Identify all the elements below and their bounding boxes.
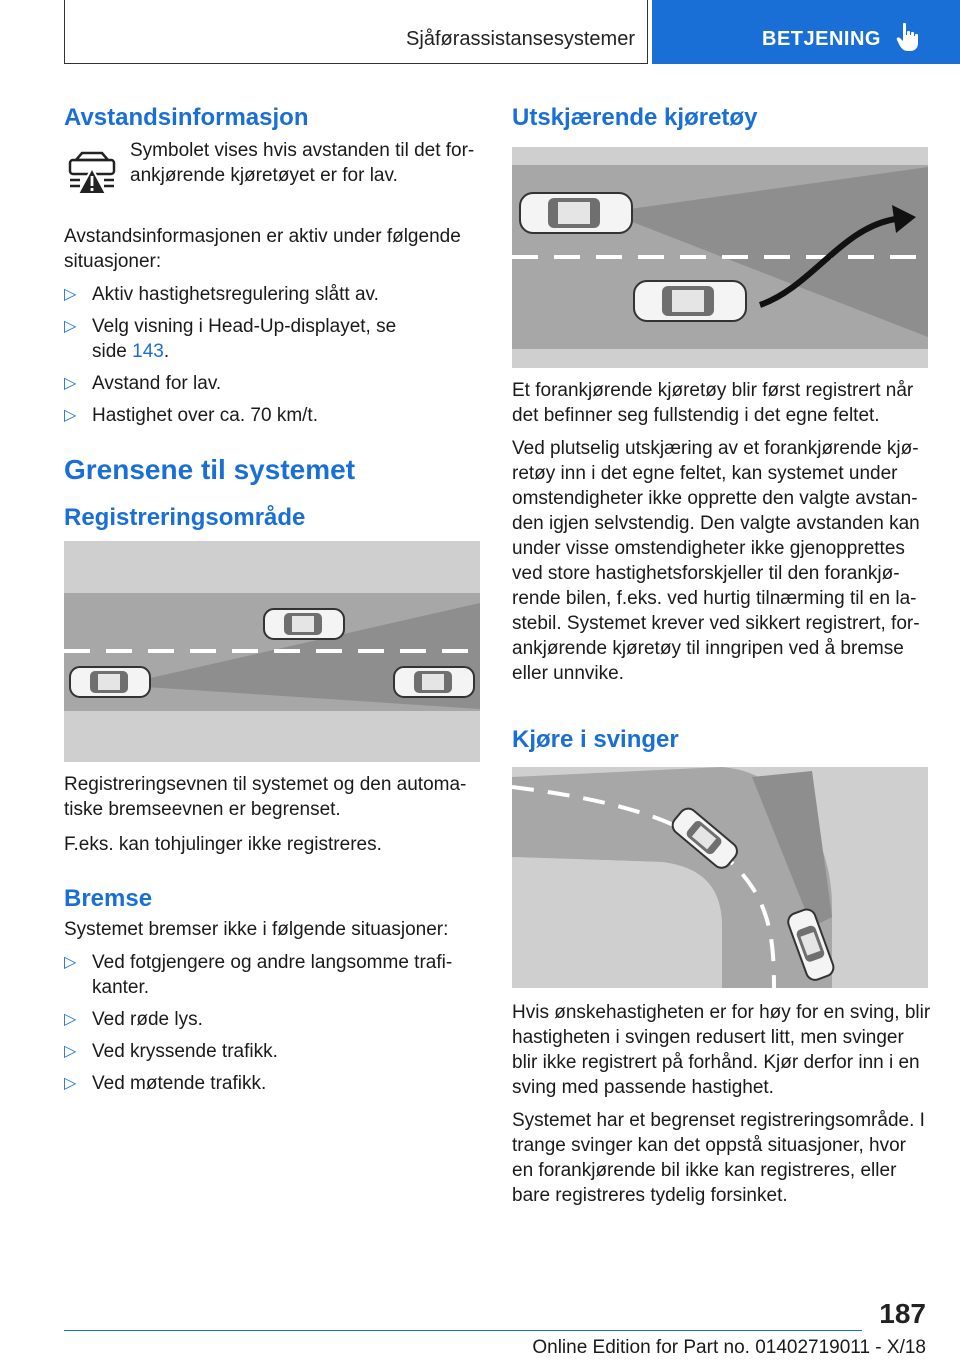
svinger-heading: Kjøre i svinger	[512, 726, 679, 753]
right-column-middle	[512, 378, 932, 754]
header-section-box	[64, 0, 648, 64]
text-line: stebil. Systemet krever ved sikkert registrert, for-	[512, 613, 920, 634]
hand-pointer-icon	[896, 22, 922, 52]
own-car	[520, 193, 632, 233]
text-line: Hvis ønskehastigheten er for høy for en sving, blir	[512, 1002, 931, 1023]
sving-text-2	[512, 1108, 932, 1208]
list-item	[64, 371, 484, 396]
reg-text-2: F.eks. kan tohjulinger ikke registreres.	[64, 834, 382, 855]
active-text	[64, 224, 484, 274]
list-item-text: Avstand for lav.	[92, 373, 222, 394]
own-car	[70, 667, 150, 697]
text-line: eller unnvike.	[512, 663, 624, 684]
left-column-lower	[64, 772, 484, 1096]
avstand-heading: Avstandsinformasjon	[64, 104, 309, 131]
list-item	[64, 1039, 484, 1064]
registrering-heading: Registreringsområde	[64, 504, 306, 531]
page-reference-link[interactable]: 143	[132, 341, 164, 362]
utskjaerende-heading: Utskjærende kjøretøy	[512, 104, 758, 131]
bremse-heading: Bremse	[64, 885, 153, 912]
symbol-text-line2: ankjørende kjøretøyet er for lav.	[130, 165, 398, 186]
detection-range-figure	[64, 541, 480, 762]
list-item-text: side	[92, 341, 133, 362]
triangle-bullet-icon: ▷	[64, 407, 77, 424]
symbol-text-line1: Symbolet vises hvis avstanden til det for-	[130, 140, 475, 161]
reg-text	[64, 772, 484, 822]
header-chapter-title: BETJENING	[762, 28, 881, 50]
text-line: ved store hastighetsforskjeller til den forankjø-	[512, 563, 900, 584]
reg-line1: Registreringsevnen til systemet og den automa-	[64, 774, 467, 795]
text-line: trange svinger kan det oppstå situasjoner, hvor	[512, 1135, 906, 1156]
footer-divider	[64, 1330, 862, 1331]
triangle-bullet-icon: ▷	[64, 375, 77, 392]
list-item-text: Ved fotgjengere og andre langsomme trafi-	[92, 952, 453, 973]
text-line: det befinner seg fullstendig i det egne feltet.	[512, 405, 880, 426]
right-column-top	[512, 104, 928, 132]
list-item-text: kanter.	[92, 977, 150, 998]
list-item-text: .	[163, 341, 170, 362]
right-column-lower	[512, 1000, 932, 1208]
text-line: rende bilen, f.eks. ved hurtig tilnærming til en la-	[512, 588, 917, 609]
curve-driving-figure	[512, 767, 928, 988]
symbol-block	[64, 138, 484, 210]
cutting-in-car	[634, 281, 746, 321]
page-number: 187	[879, 1298, 926, 1329]
list-item	[64, 950, 484, 1000]
text-line: Et forankjørende kjøretøy blir først registrert når	[512, 380, 914, 401]
text-line: sving med passende hastighet.	[512, 1077, 774, 1098]
text-line: blir ikke registrert på forhånd. Kjør derfor inn i en	[512, 1052, 920, 1073]
utskj-text-1	[512, 378, 932, 428]
left-column	[64, 100, 484, 532]
list-item	[64, 282, 484, 307]
header-section-title: Sjåførassistansesystemer	[406, 28, 635, 50]
list-item	[64, 1007, 484, 1032]
reg-line2: tiske bremseevnen er begrenset.	[64, 799, 341, 820]
text-line: omstendigheter ikke opprette den valgte avstan-	[512, 488, 918, 509]
text-line: en forankjørende bil ikke kan registreres, eller	[512, 1160, 897, 1181]
list-item-text: Hastighet over ca. 70 km/t.	[92, 405, 318, 426]
triangle-bullet-icon: ▷	[64, 318, 77, 335]
triangle-bullet-icon: ▷	[64, 1075, 77, 1092]
triangle-bullet-icon: ▷	[64, 1011, 77, 1028]
list-item-text: Ved røde lys.	[92, 1009, 203, 1030]
triangle-bullet-icon: ▷	[64, 954, 77, 971]
cut-in-vehicle-figure	[512, 147, 928, 368]
active-line2: situasjoner:	[64, 251, 162, 272]
car-ahead-left-lane	[264, 609, 344, 639]
text-line: ankjørende kjøretøy til inngripen ved å bremse	[512, 638, 904, 659]
bremse-list	[64, 950, 484, 1096]
bremse-intro: Systemet bremser ikke i følgende situasjoner:	[64, 919, 449, 940]
symbol-text	[130, 138, 484, 188]
text-line: under visse omstendigheter ikke gjenopprettes	[512, 538, 905, 559]
text-line: Systemet har et begrenset registreringsområde. I	[512, 1110, 925, 1131]
list-item-text: Velg visning i Head-Up-displayet, se	[92, 316, 397, 337]
utskj-text-2	[512, 436, 932, 686]
triangle-bullet-icon: ▷	[64, 286, 77, 303]
list-item	[64, 314, 484, 364]
list-item	[64, 403, 484, 428]
grensene-heading: Grensene til systemet	[64, 454, 356, 485]
footer-edition: Online Edition for Part no. 01402719011 - X/18	[532, 1337, 926, 1358]
list-item-text: Ved kryssende trafikk.	[92, 1041, 278, 1062]
list-item-text: Aktiv hastighetsregulering slått av.	[92, 284, 379, 305]
active-conditions-list	[64, 282, 484, 428]
text-line: retøy inn i det egne feltet, kan systemet under	[512, 463, 898, 484]
text-line: Ved plutselig utskjæring av et forankjørende kjø-	[512, 438, 919, 459]
text-line: bare registreres tydelig forsinket.	[512, 1185, 788, 1206]
sving-text-1	[512, 1000, 932, 1100]
list-item-text: Ved møtende trafikk.	[92, 1073, 267, 1094]
list-item	[64, 1071, 484, 1096]
triangle-bullet-icon: ▷	[64, 1043, 77, 1060]
header-chapter-box	[652, 0, 960, 64]
car-ahead-own-lane	[394, 667, 474, 697]
active-line1: Avstandsinformasjonen er aktiv under følgende	[64, 226, 461, 247]
text-line: hastigheten i svingen redusert litt, men svinger	[512, 1027, 904, 1048]
text-line: den igjen selvstendig. Den valgte avstanden kan	[512, 513, 920, 534]
distance-warning-icon	[66, 150, 118, 196]
